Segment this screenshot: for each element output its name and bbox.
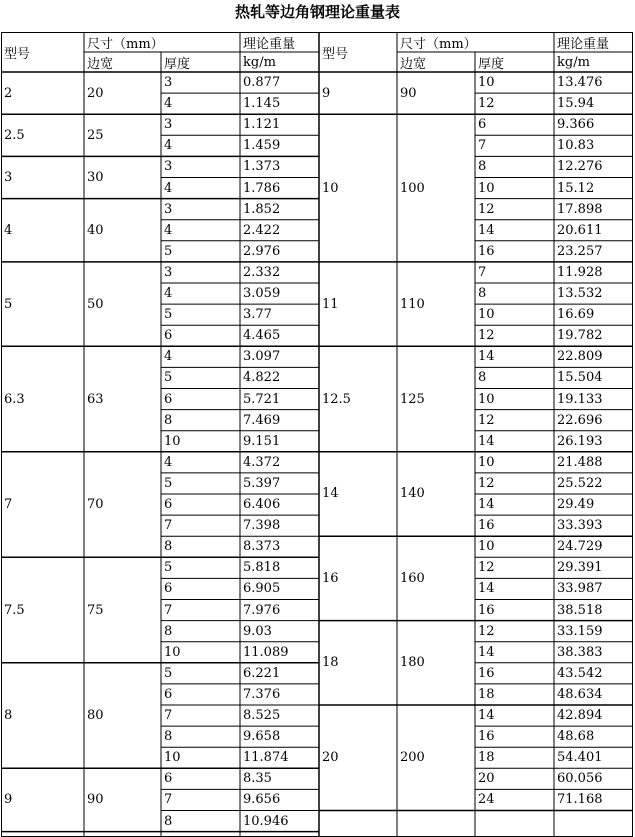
left-weight-cell: 4.372 [243,454,281,470]
right-thickness-cell: 12 [478,201,495,217]
right-header-size: 尺寸（mm） [400,36,477,52]
right-weight-cell: 19.782 [557,328,603,344]
left-thickness-cell: 8 [164,412,173,428]
left-thickness-cell: 8 [164,539,173,555]
left-thickness-cell: 5 [164,307,173,323]
right-thickness-cell: 12 [478,475,495,491]
left-thickness-cell: 5 [164,243,173,259]
right-thickness-cell: 10 [478,307,495,323]
right-thickness-cell: 12 [478,623,495,639]
right-thickness-cell: 10 [478,180,495,196]
right-model-cell: 20 [322,750,339,766]
left-weight-cell: 7.976 [243,602,281,618]
left-model-cell: 5 [4,296,13,312]
left-header-unit: kg/m [243,54,276,70]
left-width-cell: 25 [87,127,104,143]
left-weight-cell: 9.151 [243,433,281,449]
right-model-cell: 11 [322,296,339,312]
right-thickness-cell: 12 [478,96,495,112]
left-width-cell: 80 [87,708,104,724]
left-model-cell: 2.5 [4,127,25,143]
page-title: 热轧等边角钢理论重量表 [234,3,400,21]
left-thickness-cell: 3 [164,75,173,91]
right-weight-cell: 42.894 [557,708,603,724]
right-header-weight: 理论重量 [557,36,610,52]
right-weight-cell: 13.532 [557,286,603,302]
left-header-model: 型号 [4,46,31,62]
right-width-cell: 180 [400,655,425,671]
left-weight-cell: 9.658 [243,729,281,745]
left-thickness-cell: 7 [164,602,173,618]
left-thickness-cell: 4 [164,222,173,238]
left-model-cell: 7.5 [4,602,25,618]
left-header-thickness: 厚度 [164,56,191,72]
left-thickness-cell: 4 [164,349,173,365]
right-thickness-cell: 18 [478,750,495,766]
left-header-size: 尺寸（mm） [87,36,164,52]
right-weight-cell: 11.928 [557,264,603,280]
left-header-weight: 理论重量 [243,36,296,52]
left-thickness-cell: 7 [164,708,173,724]
right-weight-cell: 24.729 [557,539,603,555]
left-weight-cell: 7.398 [243,518,281,534]
right-thickness-cell: 10 [478,454,495,470]
right-width-cell: 125 [400,391,425,407]
left-model-cell: 3 [4,169,13,185]
left-width-cell: 70 [87,497,104,513]
right-weight-cell: 20.611 [557,222,603,238]
left-width-cell: 75 [87,602,104,618]
right-thickness-cell: 6 [478,117,487,133]
right-weight-cell: 33.159 [557,623,603,639]
left-weight-cell: 6.905 [243,581,281,597]
right-thickness-cell: 16 [478,665,495,681]
left-width-cell: 30 [87,169,104,185]
right-width-cell: 100 [400,180,425,196]
right-weight-cell: 9.366 [557,117,595,133]
left-thickness-cell: 4 [164,96,173,112]
right-weight-cell: 54.401 [557,750,603,766]
right-thickness-cell: 12 [478,328,495,344]
left-thickness-cell: 6 [164,328,173,344]
right-header-thickness: 厚度 [478,56,505,72]
left-weight-cell: 1.459 [243,138,281,154]
left-thickness-cell: 4 [164,138,173,154]
left-thickness-cell: 3 [164,201,173,217]
left-model-cell: 6.3 [4,391,25,407]
right-model-cell: 9 [322,85,331,101]
left-model-cell: 7 [4,497,13,513]
right-weight-cell: 48.634 [557,686,603,702]
right-weight-cell: 60.056 [557,771,603,787]
right-header-unit: kg/m [557,54,590,70]
right-model-cell: 12.5 [322,391,351,407]
right-weight-cell: 19.133 [557,391,603,407]
right-weight-cell: 16.69 [557,307,595,323]
left-width-cell: 40 [87,222,104,238]
left-model-cell: 8 [4,708,13,724]
left-model-cell: 9 [4,792,13,808]
right-thickness-cell: 14 [478,433,495,449]
right-width-cell: 160 [400,570,425,586]
left-weight-cell: 9.656 [243,792,281,808]
right-header-width: 边宽 [400,56,427,72]
left-weight-cell: 11.089 [243,644,289,660]
right-weight-cell: 29.391 [557,560,603,576]
left-thickness-cell: 6 [164,771,173,787]
weight-table [1,32,633,837]
right-width-cell: 90 [400,85,417,101]
left-model-cell: 4 [4,222,13,238]
right-weight-cell: 12.276 [557,159,603,175]
right-thickness-cell: 10 [478,75,495,91]
right-header-model: 型号 [322,46,349,62]
right-weight-cell: 38.518 [557,602,603,618]
left-thickness-cell: 5 [164,560,173,576]
right-thickness-cell: 16 [478,602,495,618]
right-width-cell: 140 [400,486,425,502]
left-thickness-cell: 4 [164,454,173,470]
left-thickness-cell: 4 [164,286,173,302]
right-thickness-cell: 16 [478,729,495,745]
right-weight-cell: 23.257 [557,243,603,259]
right-weight-cell: 22.696 [557,412,603,428]
left-weight-cell: 6.406 [243,497,281,513]
right-weight-cell: 29.49 [557,497,595,513]
right-width-cell: 200 [400,750,425,766]
left-thickness-cell: 6 [164,391,173,407]
left-thickness-cell: 10 [164,644,181,660]
right-thickness-cell: 14 [478,349,495,365]
left-weight-cell: 8.35 [243,771,272,787]
right-thickness-cell: 12 [478,560,495,576]
right-model-cell: 10 [322,180,339,196]
left-weight-cell: 10.946 [243,813,289,829]
right-thickness-cell: 10 [478,539,495,555]
left-thickness-cell: 6 [164,581,173,597]
right-weight-cell: 38.383 [557,644,603,660]
left-weight-cell: 9.03 [243,623,272,639]
right-weight-cell: 10.83 [557,138,595,154]
left-thickness-cell: 5 [164,665,173,681]
left-weight-cell: 2.332 [243,264,281,280]
right-thickness-cell: 14 [478,222,495,238]
right-thickness-cell: 16 [478,243,495,259]
left-width-cell: 63 [87,391,104,407]
right-model-cell: 16 [322,570,339,586]
left-model-cell: 2 [4,85,13,101]
right-weight-cell: 13.476 [557,75,603,91]
right-thickness-cell: 8 [478,286,487,302]
left-weight-cell: 8.525 [243,708,281,724]
left-thickness-cell: 5 [164,475,173,491]
right-weight-cell: 15.12 [557,180,595,196]
left-weight-cell: 2.422 [243,222,281,238]
right-thickness-cell: 14 [478,644,495,660]
right-weight-cell: 21.488 [557,454,603,470]
right-thickness-cell: 14 [478,497,495,513]
right-thickness-cell: 10 [478,391,495,407]
left-thickness-cell: 6 [164,497,173,513]
right-thickness-cell: 18 [478,686,495,702]
left-width-cell: 50 [87,296,104,312]
right-weight-cell: 48.68 [557,729,595,745]
right-thickness-cell: 24 [478,792,495,808]
right-model-cell: 18 [322,655,339,671]
right-weight-cell: 26.193 [557,433,603,449]
left-weight-cell: 8.373 [243,539,281,555]
left-thickness-cell: 7 [164,518,173,534]
left-weight-cell: 7.469 [243,412,281,428]
left-weight-cell: 1.121 [243,117,281,133]
right-weight-cell: 17.898 [557,201,603,217]
left-weight-cell: 4.465 [243,328,281,344]
right-weight-cell: 15.504 [557,370,603,386]
right-thickness-cell: 8 [478,159,487,175]
left-thickness-cell: 3 [164,264,173,280]
left-thickness-cell: 10 [164,433,181,449]
right-thickness-cell: 16 [478,518,495,534]
right-width-cell: 110 [400,296,425,312]
right-thickness-cell: 14 [478,708,495,724]
left-weight-cell: 1.145 [243,96,281,112]
left-weight-cell: 5.818 [243,560,281,576]
left-header-width: 边宽 [87,56,114,72]
left-weight-cell: 5.721 [243,391,281,407]
right-thickness-cell: 7 [478,264,487,280]
left-weight-cell: 6.221 [243,665,281,681]
right-weight-cell: 33.987 [557,581,603,597]
left-weight-cell: 7.376 [243,686,281,702]
right-thickness-cell: 8 [478,370,487,386]
left-thickness-cell: 3 [164,117,173,133]
left-thickness-cell: 8 [164,729,173,745]
left-weight-cell: 1.373 [243,159,281,175]
left-weight-cell: 5.397 [243,475,281,491]
right-thickness-cell: 7 [478,138,487,154]
left-weight-cell: 1.786 [243,180,281,196]
right-weight-cell: 43.542 [557,665,603,681]
right-weight-cell: 25.522 [557,475,603,491]
left-thickness-cell: 8 [164,813,173,829]
left-weight-cell: 3.77 [243,307,272,323]
right-weight-cell: 15.94 [557,96,595,112]
left-weight-cell: 11.874 [243,750,289,766]
right-thickness-cell: 12 [478,412,495,428]
left-thickness-cell: 10 [164,750,181,766]
left-weight-cell: 4.822 [243,370,281,386]
left-weight-cell: 1.852 [243,201,281,217]
right-thickness-cell: 20 [478,771,495,787]
left-thickness-cell: 4 [164,180,173,196]
left-weight-cell: 3.059 [243,286,281,302]
right-weight-cell: 33.393 [557,518,603,534]
left-weight-cell: 3.097 [243,349,281,365]
right-weight-cell: 22.809 [557,349,603,365]
right-weight-cell: 71.168 [557,792,603,808]
left-weight-cell: 0.877 [243,75,281,91]
left-width-cell: 90 [87,792,104,808]
left-width-cell: 20 [87,85,104,101]
right-model-cell: 14 [322,486,339,502]
left-thickness-cell: 3 [164,159,173,175]
left-thickness-cell: 8 [164,623,173,639]
left-thickness-cell: 7 [164,792,173,808]
left-thickness-cell: 6 [164,686,173,702]
left-weight-cell: 2.976 [243,243,281,259]
right-thickness-cell: 14 [478,581,495,597]
left-thickness-cell: 5 [164,370,173,386]
